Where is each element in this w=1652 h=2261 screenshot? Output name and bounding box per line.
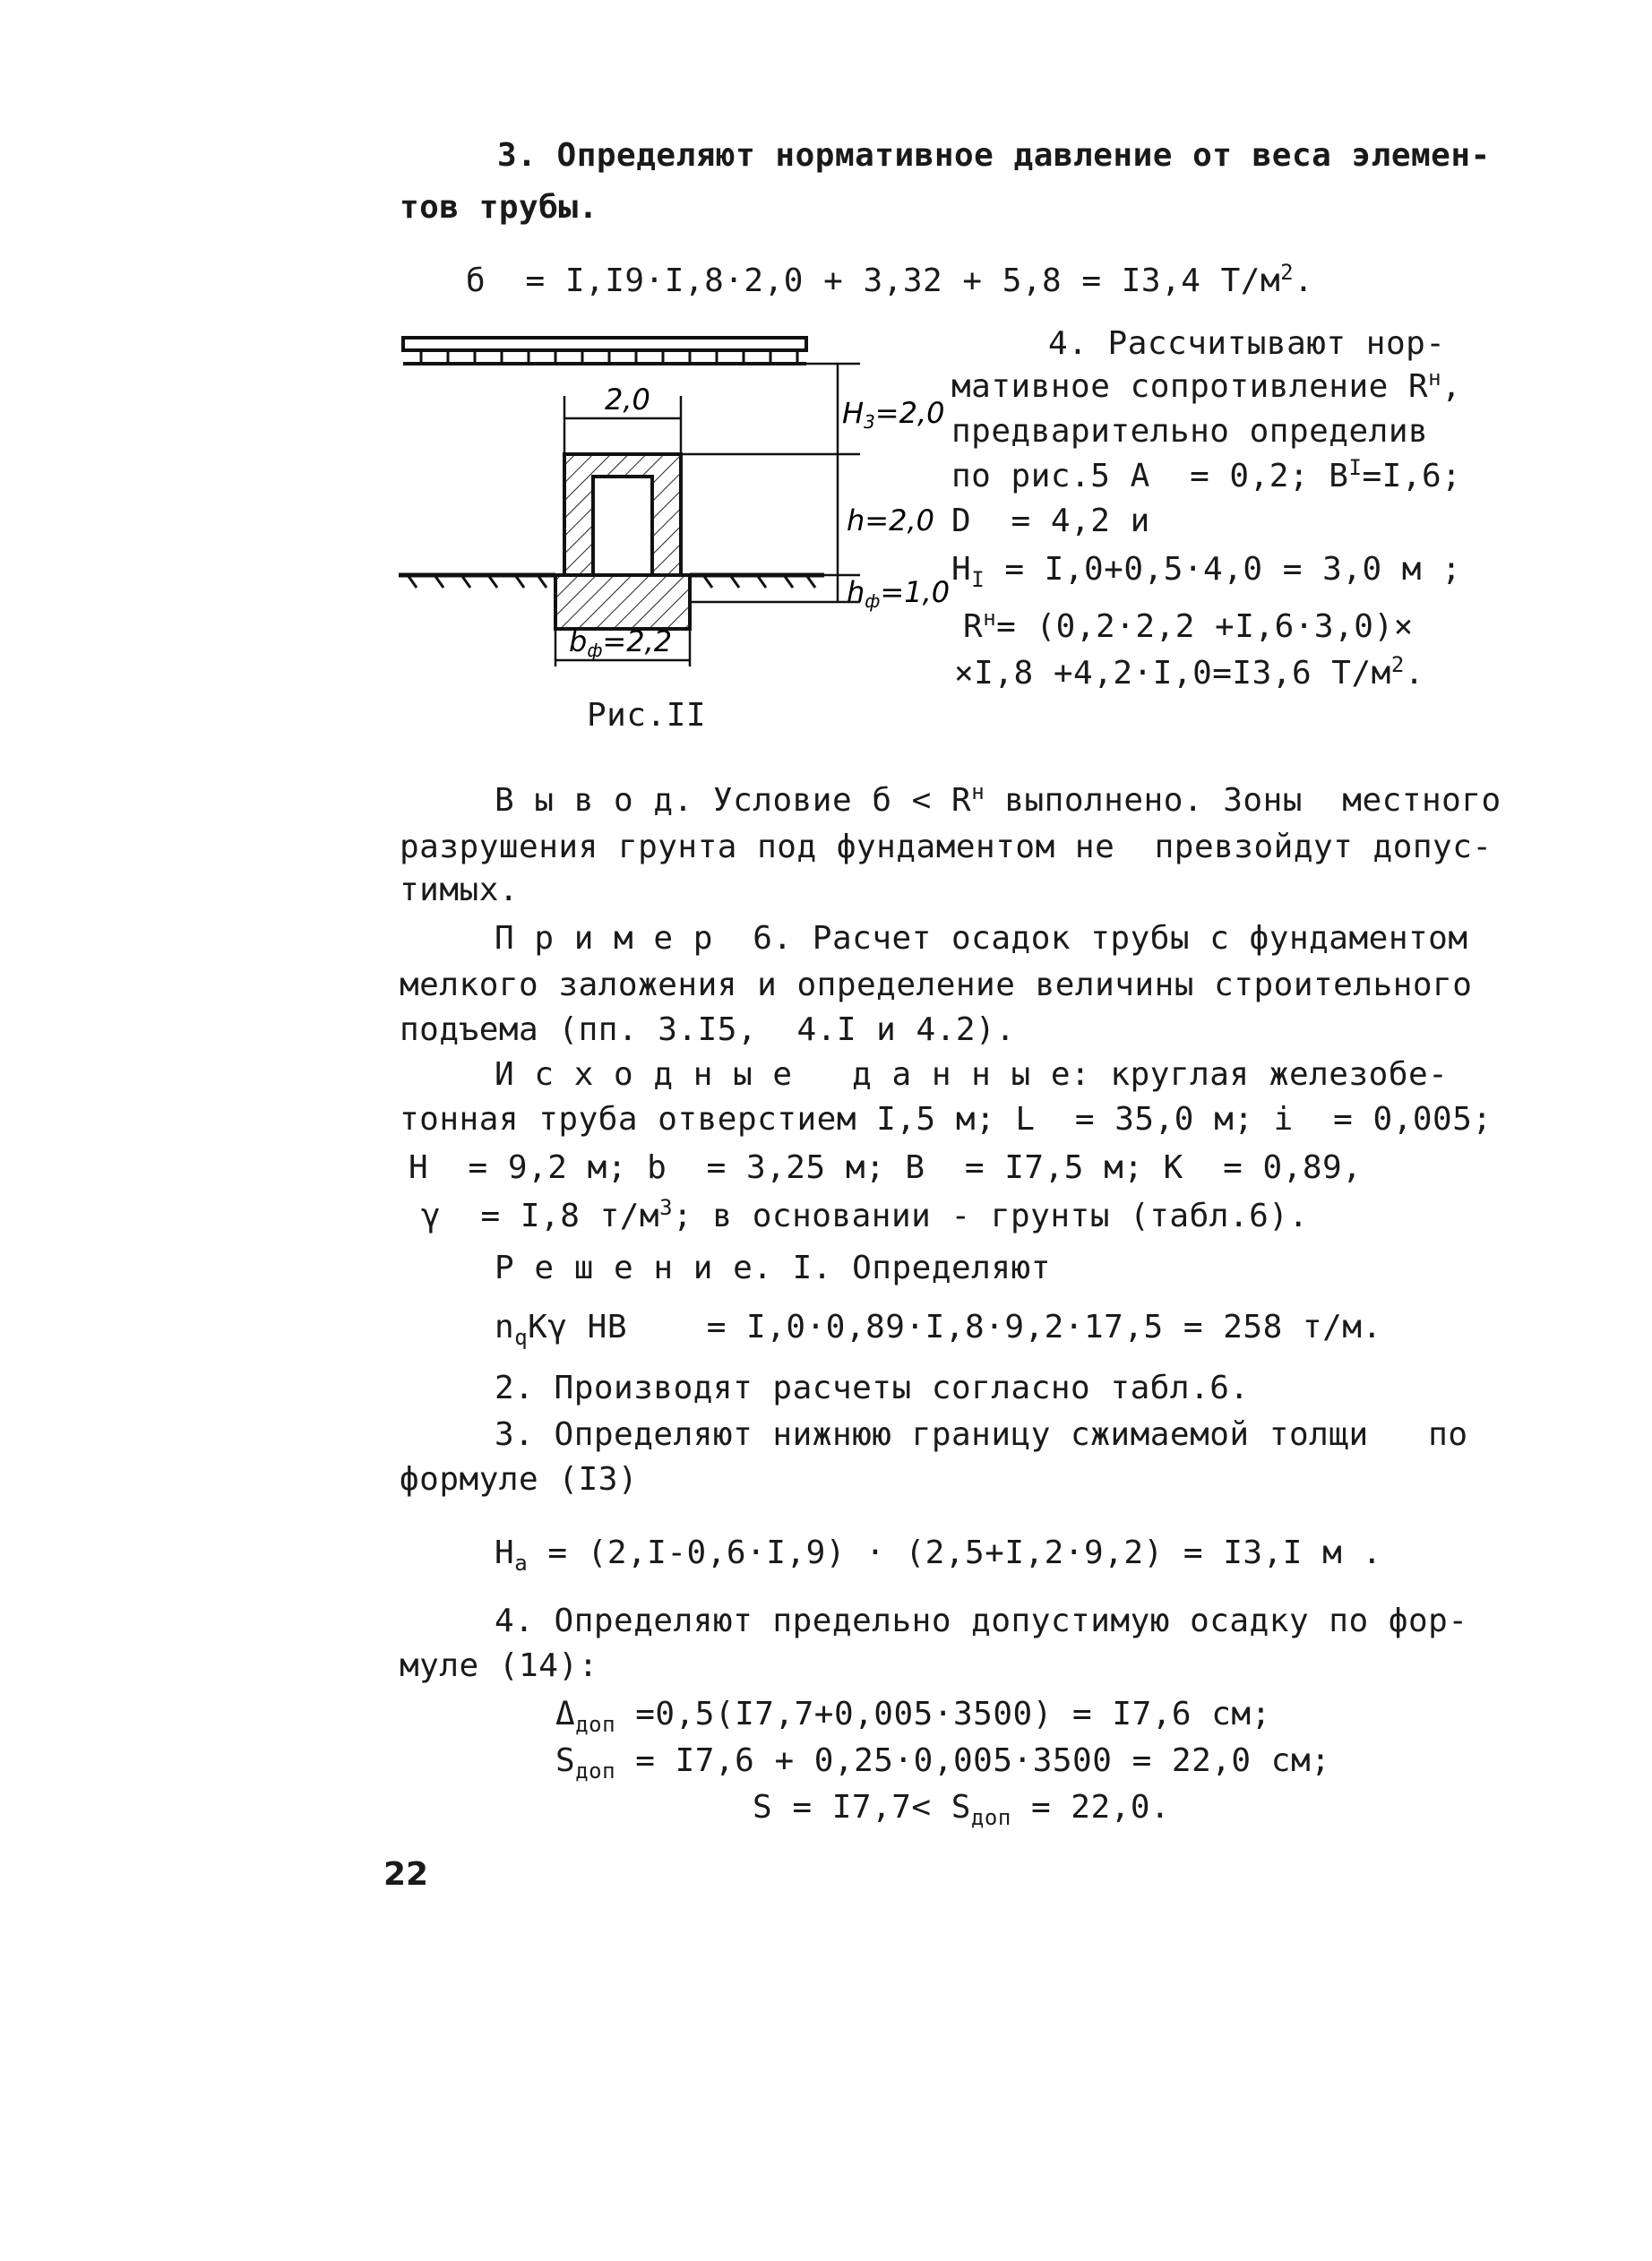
foundation <box>555 575 690 629</box>
formula-sigma: б = I,I9·I,8·2,0 + 3,32 + 5,8 = I3,4 $Т/м^2$. <box>466 260 1314 299</box>
hf-label: hф=1,0 <box>847 575 951 612</box>
foundation-width-label: bф=2,2 <box>569 624 673 661</box>
para4-line7: $R^н= (0,2\cdot 2,2 +I,6\cdot 3,0)\times$ <box>963 606 1414 645</box>
para4-line3: предварительно определив <box>951 413 1429 450</box>
example6-line3: подъема (пп. 3.I5, 4.I и 4.2). <box>400 1011 1016 1048</box>
para4-line2: мативное сопротивление $R^н$, <box>951 365 1462 405</box>
conclusion-line1: В ы в о д. Условие $б < R^н$ выполнено. Зоны местного <box>495 779 1501 819</box>
solution-formula5: $S_{доп} = I7,6 + 0,25\cdot 0,005\cdot 3500 = 22,0$ см; <box>555 1742 1331 1784</box>
width-label: 2,0 <box>605 383 650 417</box>
h-label: h=2,0 <box>847 503 934 537</box>
solution-line1: Р е ш е н и е. I. Определяют <box>495 1250 1051 1286</box>
figure-caption: Рис.II <box>587 697 707 734</box>
page-number: 22 <box>383 1856 429 1893</box>
para3-line2: тов трубы. <box>400 189 598 226</box>
conclusion-line3: тимых. <box>400 872 520 908</box>
input-data-line4: γ = I,8 $т/м^3$; в основании - грунты (табл.6). <box>421 1195 1309 1234</box>
conclusion-line2: разрушения грунта под фундаментом не превзойдут допус- <box>400 829 1493 865</box>
h3-label: H3=2,0 <box>842 396 945 433</box>
para4-line6: $H_I = I,0+0,5\cdot 4,0 = 3,0$ м ; <box>951 551 1462 593</box>
solution-formula4: $\Delta_{доп} =0,5(I7,7+0,005\cdot 3500) = I7,6$ см; <box>555 1696 1271 1738</box>
input-data-line2: тонная труба отверстием I,5 м; L = 35,0 м; i = 0,005; <box>400 1101 1493 1138</box>
solution-step2: 2. Производят расчеты согласно табл.6. <box>495 1370 1250 1406</box>
input-data-line3: H = 9,2 м; b = 3,25 м; B = I7,5 м; K = 0,89, <box>409 1149 1363 1186</box>
para4-line1: 4. Рассчитывают нор- <box>1048 325 1446 362</box>
solution-formula1: $n_qK\gamma$ HB = I,0·0,89·I,8·9,2·17,5 = 258 т/м. <box>495 1309 1382 1351</box>
vertical-dimensions <box>681 364 860 602</box>
pipe-opening <box>593 477 652 575</box>
pipe-cross-section-figure <box>394 333 977 674</box>
example6-line1: П р и м е р 6. Расчет осадок трубы с фундаментом <box>495 920 1468 957</box>
solution-formula6: $S = I7,7< S_{доп} = 22,0$. <box>753 1789 1171 1831</box>
input-data-line1: И с х о д н ы е д а н н ы е: круглая железобе- <box>495 1056 1449 1093</box>
solution-formula3: $H_a = (2,I-0,6\cdot I,9) \cdot (2,5+I,2\cdot 9,2) = I3,I$ м . <box>495 1535 1382 1577</box>
solution-step4-line2: муле (14): <box>400 1647 598 1684</box>
para4-line4: по рис.5 A = 0,2; $B^I=I,6$; <box>951 455 1462 494</box>
solution-step3-line1: 3. Определяют нижнюю границу сжимаемой толщи по <box>495 1416 1468 1453</box>
solution-step3-line2: формуле (I3) <box>400 1461 639 1498</box>
para4-line8: ×I,8 +4,2·I,0=I3,6 $Т/м^2$. <box>954 652 1424 692</box>
para4-line5: D = 4,2 и <box>951 503 1150 539</box>
para3-line1: 3. Определяют нормативное давление от веса элемен- <box>497 137 1491 174</box>
solution-step4-line1: 4. Определяют предельно допустимую осадку по фор- <box>495 1603 1468 1639</box>
distributed-load <box>403 338 806 364</box>
example6-line2: мелкого заложения и определение величины строительного <box>400 967 1473 1003</box>
